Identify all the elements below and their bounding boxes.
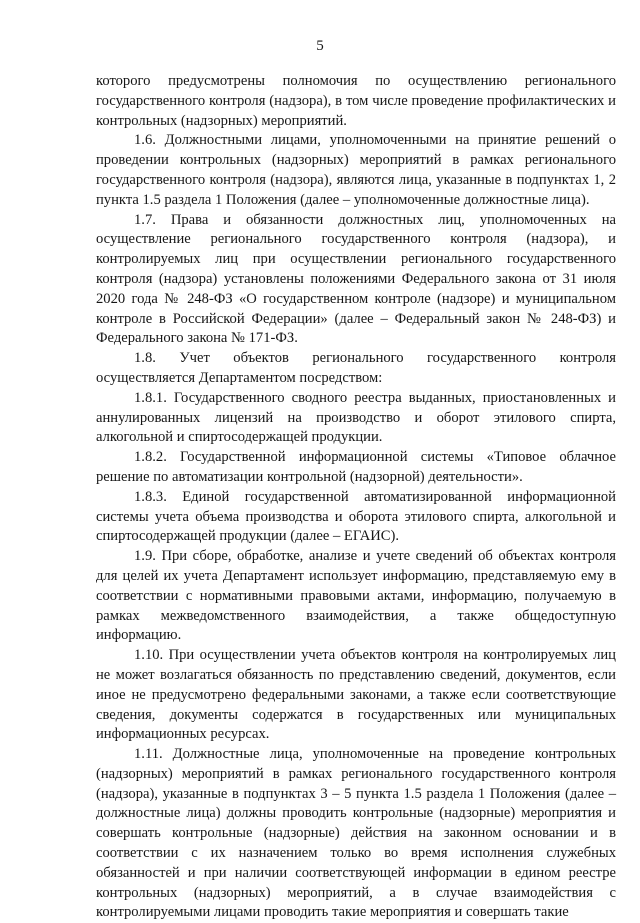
paragraph-1-8-2: 1.8.2. Государственной информационной системы «Типовое облачное решение по автоматизации контрольной (надзорной) деятельности». <box>96 449 616 485</box>
paragraph-continuation: которого предусмотрены полномочия по осуществлению регионального государственного контроля (надзора), в том числе проведение профилактических и контрольных (надзорных) мероприятий. <box>96 73 616 129</box>
page-number: 5 <box>316 38 324 54</box>
document-body <box>96 72 616 923</box>
paragraph-1-8-1: 1.8.1. Государственного сводного реестра выданных, приостановленных и аннулированных лицензий на производство и оборот этилового спирта, алкогольной и спиртосодержащей продукции. <box>96 389 616 446</box>
paragraph-1-10: 1.10. При осуществлении учета объектов контроля на контролируемых лиц не может возлагаться обязанность по представлению сведений, документов, если иное не предусмотрено федеральными законами, а также если соответствующие сведения, документы содержатся в государственных или муниципальных информационных ресурсах. <box>96 647 616 743</box>
paragraph-1-11: 1.11. Должностные лица, уполномоченные на проведение контрольных (надзорных) мероприятий в рамках регионального государственного контроля (надзора), указанные в подпунктах 3 – 5 пункта 1.5 раздела 1 Положения (далее – должностные лица) должны проводить контрольные (надзорные) мероприятия и совершать контрольные (надзорные) действия на законном основании и в соответствии с их назначением только во время исполнения служебных обязанностей и при наличии соответствующей информации в едином реестре контрольных (надзорных) мероприятий, а в случае взаимодействия с контролируемыми лицами проводить такие мероприятия и совершать такие <box>96 746 616 921</box>
paragraph-1-8-3: 1.8.3. Единой государственной автоматизированной информационной системы учета объема производства и оборота этилового спирта, алкогольной и спиртосодержащей продукции (далее – ЕГАИС). <box>96 488 616 545</box>
paragraph-1-8: 1.8. Учет объектов регионального государственного контроля осуществляется Департаментом посредством: <box>96 350 616 386</box>
paragraph-1-6: 1.6. Должностными лицами, уполномоченными на принятие решений о проведении контрольных (надзорных) мероприятий в рамках регионального государственного контроля (надзора), являются лица, указанные в подпунктах 1, 2 пункта 1.5 раздела 1 Положения (далее – уполномоченные должностные лица). <box>96 132 616 208</box>
paragraph-1-7: 1.7. Права и обязанности должностных лиц, уполномоченных на осуществление регионального государственного контроля (надзора), и контролируемых лиц при осуществлении регионального государственного контроля (надзора) установлены положениями Федерального закона от 31 июля 2020 года № 248-ФЗ «О государственном контроле (надзоре) и муниципальном контроле в Российской Федерации» (далее – Федеральный закон № 248-ФЗ) и Федерального закона № 171-ФЗ. <box>96 211 616 347</box>
paragraph-1-9: 1.9. При сборе, обработке, анализе и учете сведений об объектах контроля для целей их учета Департамент использует информацию, представляемую ему в соответствии с нормативными правовыми актами, информацию, получаемую в рамках межведомственного взаимодействия, а также общедоступную информацию. <box>96 548 616 644</box>
